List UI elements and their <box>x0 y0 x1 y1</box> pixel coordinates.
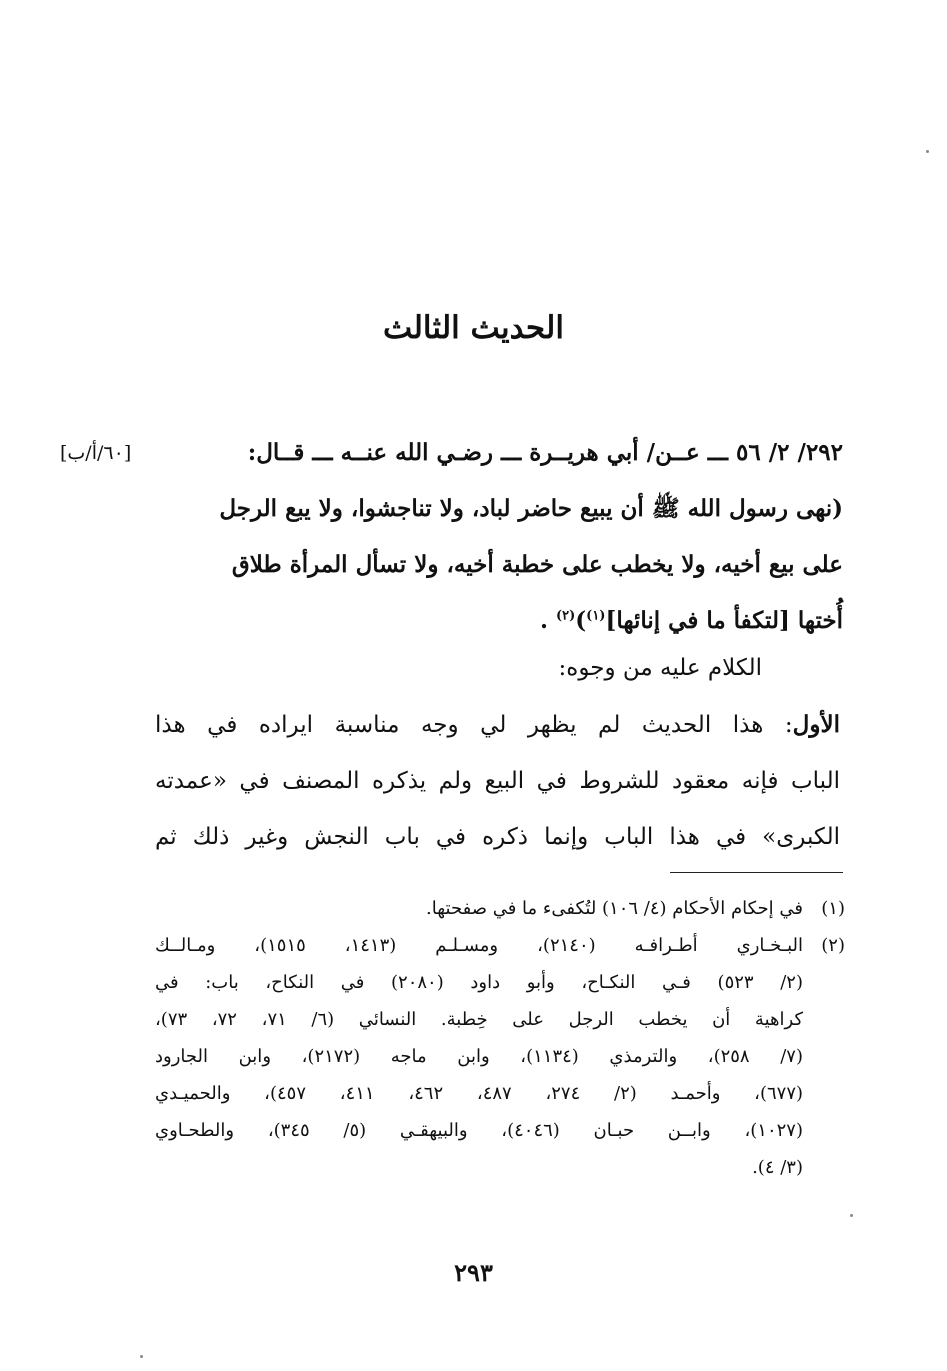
manuscript-reference: [٦٠/أ/ب] <box>60 442 132 464</box>
footnote-number: (١) <box>821 898 845 919</box>
hadith-line-4 <box>60 593 843 649</box>
scan-speck <box>850 1214 853 1217</box>
footnote-line: (٧/ ٢٥٨)، والترمذي (١١٣٤)، وابن ماجه (٢١٧٢)، وابن الجارود <box>155 1046 803 1067</box>
footnote-1 <box>155 890 845 927</box>
hadith-line-3: على بيع أخيه، ولا يخطب على خطبة أخيه، ولا تسأل المرأة طلاق <box>231 551 843 578</box>
footnote-marker-1: (١) <box>586 608 606 624</box>
section-intro: الكلام عليه من وجوه: <box>558 655 762 681</box>
hadith-line-1 <box>60 425 843 481</box>
hadith-text <box>60 425 843 649</box>
footnote-line: البـخـاري أطـرافـه (٢١٤٠)، ومسـلـم (١٤١٣، ١٥١٥)، ومـالــك <box>155 935 803 956</box>
commentary-line-1-text: : هذا الحديث لم يظهر لي وجه مناسبة ايراده في هذا <box>155 712 793 738</box>
footnote-line: في إحكام الأحكام (٤/ ١٠٦) لتُكفىء ما في صفحتها. <box>426 898 803 919</box>
hadith-line-2: (نهى رسول الله ﷺ أن يبيع حاضر لباد، ولا تناجشوا، ولا يبع الرجل <box>219 495 843 522</box>
footnotes <box>155 890 845 1186</box>
footnote-marker-2: (٢) <box>555 608 576 624</box>
commentary-text <box>155 697 840 865</box>
hadith-line-4-text: أُختها [لتكفأ ما في إنائها] <box>605 607 843 634</box>
scan-speck <box>926 150 929 153</box>
commentary-line-2: الباب فإنه معقود للشروط في البيع ولم يذكره المصنف في «عمدته <box>155 768 840 794</box>
page-number: ٢٩٣ <box>454 1258 493 1287</box>
scan-speck <box>140 1355 143 1358</box>
hadith-end: . <box>539 607 548 634</box>
page-title: الحديث الثالث <box>383 310 564 346</box>
footnote-line: كراهية أن يخطب الرجل على خِطبة. النسائي (٦/ ٧١، ٧٢، ٧٣)، <box>155 1009 804 1030</box>
footnote-divider <box>670 872 843 873</box>
commentary-line-3: الكبرى» في هذا الباب وإنما ذكره في باب النجش وغير ذلك ثم <box>155 824 840 850</box>
footnote-2 <box>155 927 845 1186</box>
hadith-isnad: ٢٩٢/ ٢/ ٥٦ ـــ عــن/ أبي هريــرة ـــ رضـي الله عنــه ـــ قــال: <box>247 439 843 466</box>
footnote-line: (٢/ ٥٢٣) فـي النكـاح، وأبو داود (٢٠٨٠) في النكاح، باب: في <box>155 972 803 993</box>
commentary-line-1 <box>155 697 840 753</box>
closing-paren: ) <box>575 607 587 634</box>
footnote-line: (١٠٢٧)، وابــن حبـان (٤٠٤٦)، والبيهقـي (٥/ ٣٤٥)، والطحـاوي <box>155 1120 803 1141</box>
commentary-lead: الأول <box>792 711 840 738</box>
footnote-number: (٢) <box>821 935 845 956</box>
footnote-line: (٦٧٧)، وأحمـد (٢/ ٢٧٤، ٤٨٧، ٤٦٢، ٤١١، ٤٥٧)، والحميـدي <box>155 1083 804 1104</box>
footnote-line: (٣/ ٤). <box>752 1157 803 1178</box>
